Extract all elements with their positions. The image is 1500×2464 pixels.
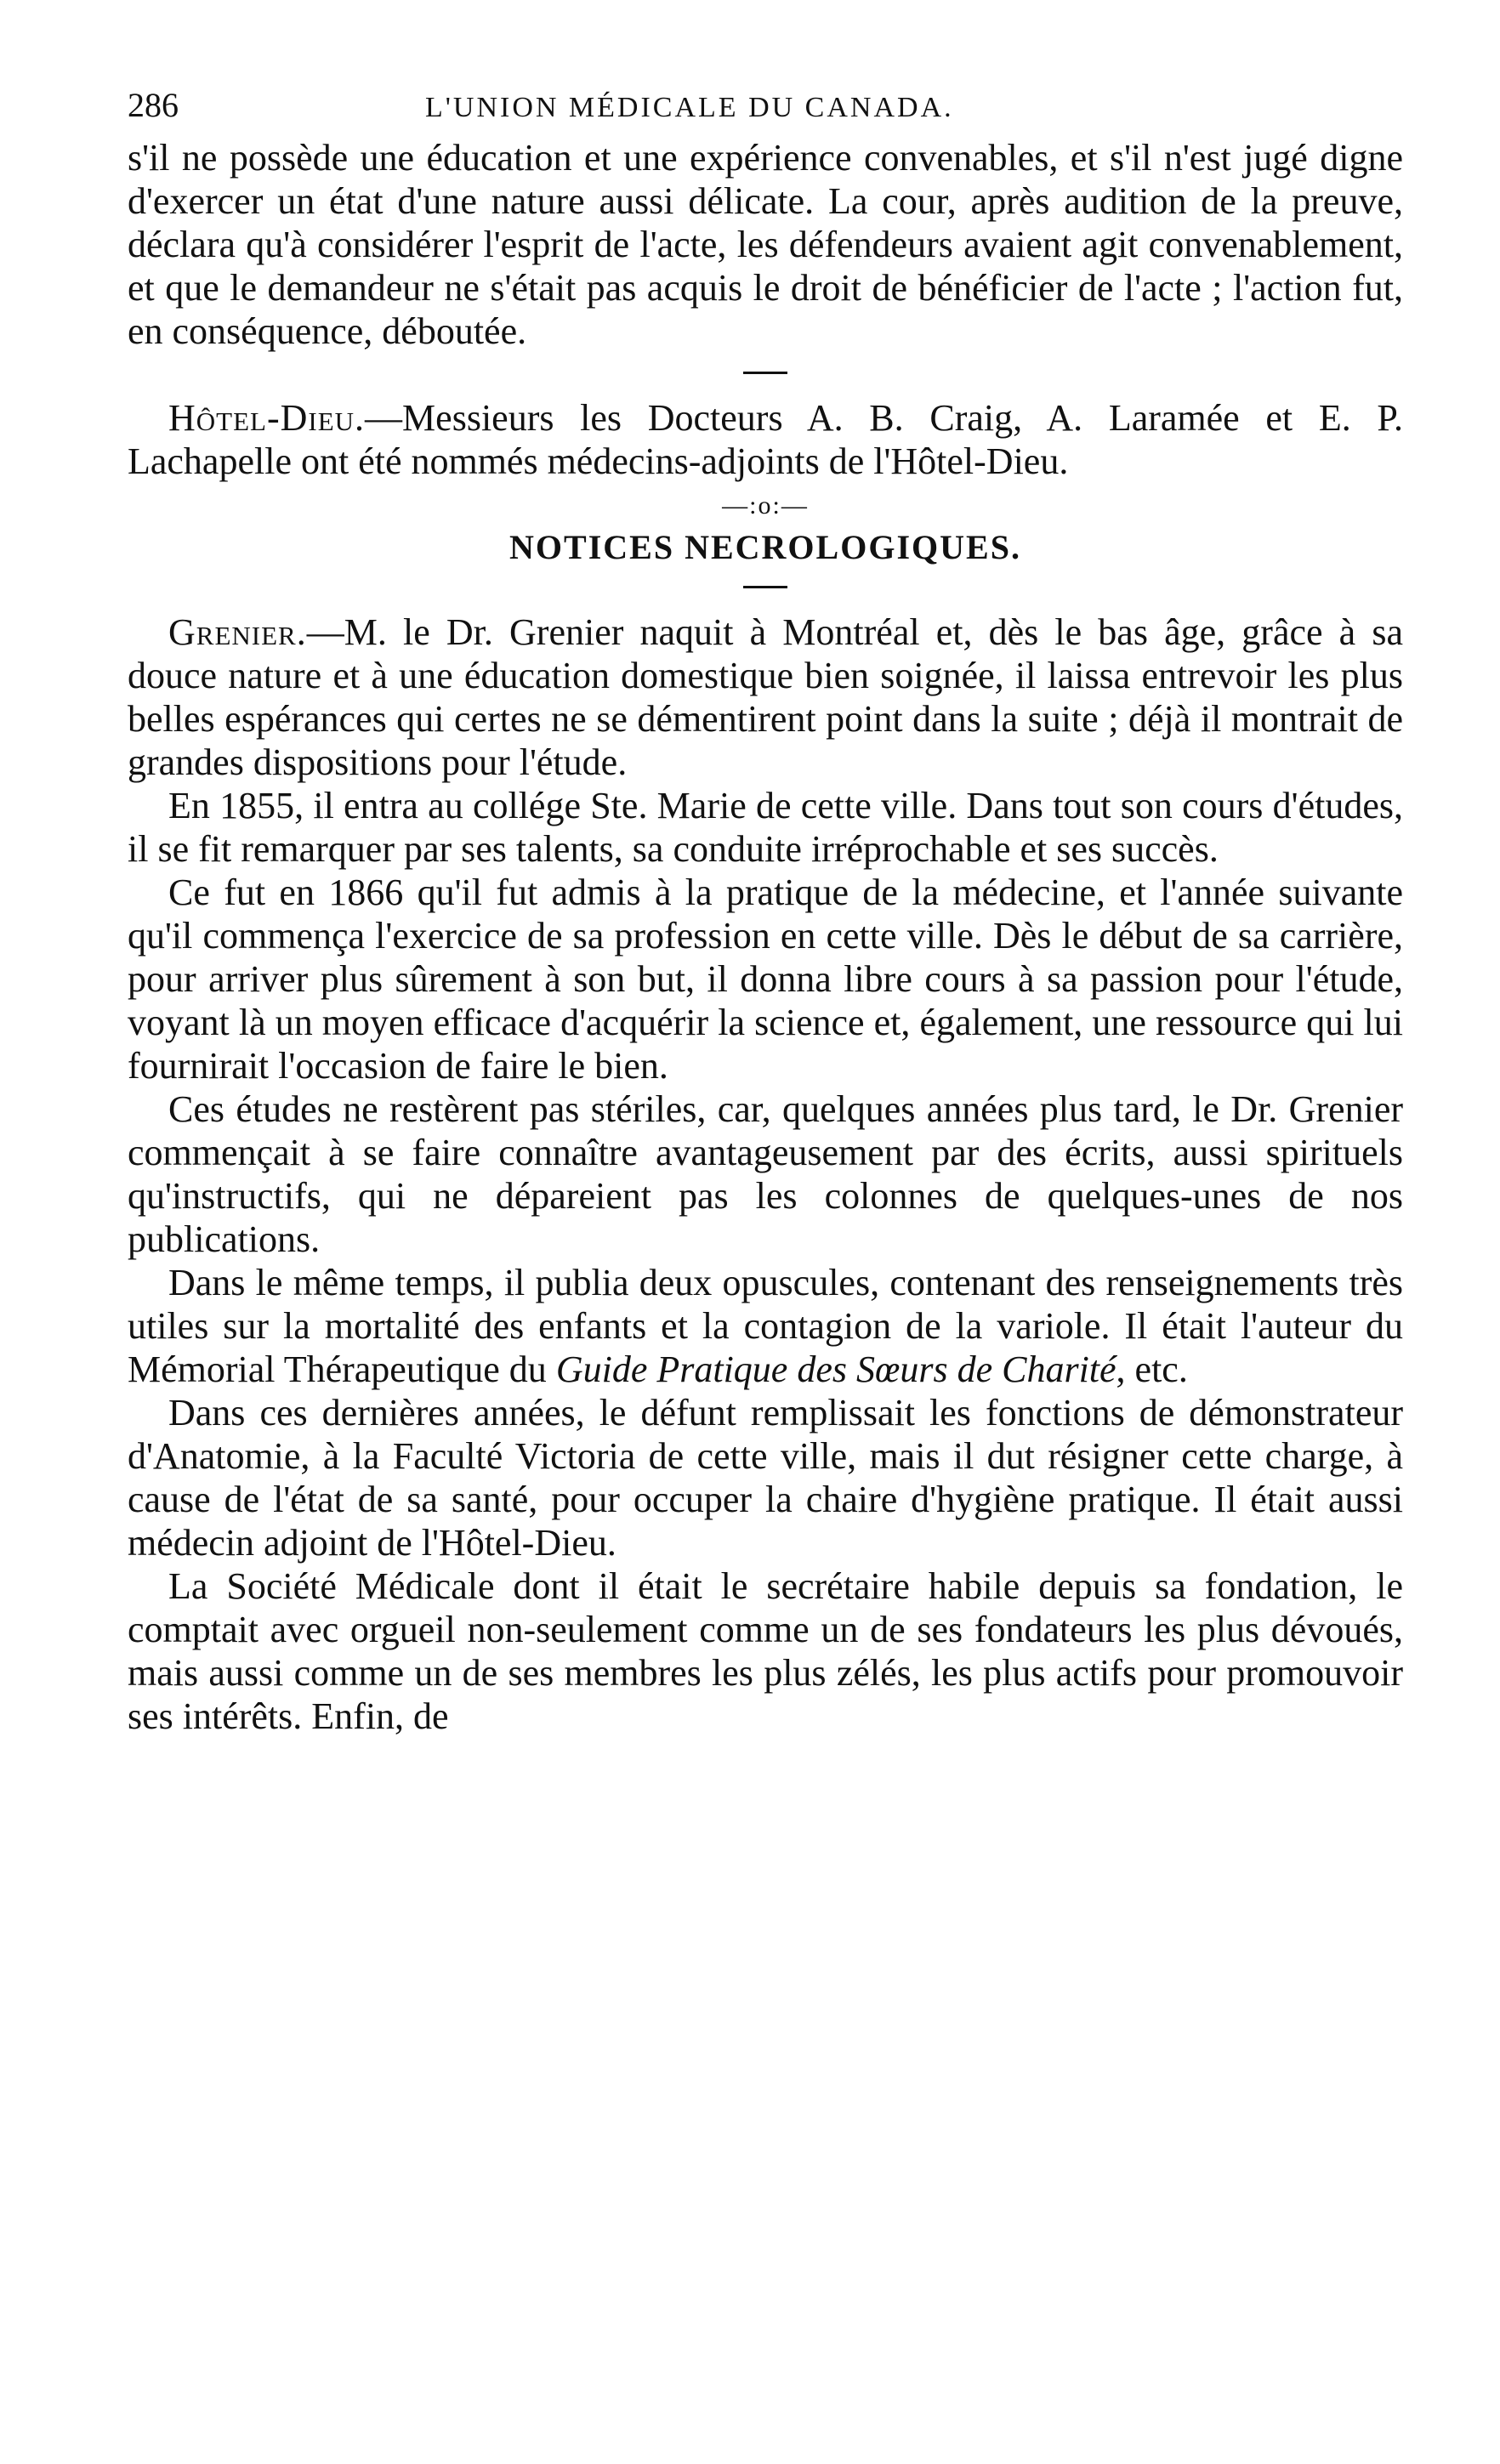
section-heading: NOTICES NECROLOGIQUES. — [509, 528, 1021, 566]
ornament-divider: —:o:— — [722, 491, 809, 519]
notice-paragraph-1 — [128, 610, 1403, 784]
opening-paragraph: s'il ne possède une éducation et une expérience convenables, et s'il n'est jugé digne d'exercer un état d'une nature aussi délicate. La cour, après audition de la preuve, déclara qu'à considérer l'esprit de l'acte, les défendeurs avaient agit convenablement, et que le demandeur ne s'était pas acquis le droit de bénéficier de l'acte ; l'action fut, en conséquence, déboutée. — [128, 137, 1403, 352]
running-head — [128, 85, 1403, 136]
notice-text-5: Dans le même temps, il publia deux opuscules, contenant des renseignements très utiles sur la mortalité des enfants et la contagion de la variole. Il était l'auteur du Mémorial Thérapeutique du — [128, 1262, 1403, 1390]
hotel-dieu-paragraph — [128, 396, 1403, 483]
guide-suffix: , etc. — [1116, 1348, 1188, 1390]
separator-rule — [743, 372, 787, 374]
notice-paragraph-2: En 1855, il entra au collége Ste. Marie de cette ville. Dans tout son cours d'études, il se fit remarquer par ses talents, sa conduite irréprochable et ses succès. — [128, 785, 1403, 870]
notice-lead: Grenier. — [168, 611, 307, 653]
page-number: 286 — [128, 86, 179, 124]
notice-paragraph-7: La Société Médicale dont il était le secrétaire habile depuis sa fondation, le comptait avec orgueil non-seulement comme un de ses fondateurs les plus dévoués, mais aussi comme un de ses membres les plus zélés, les plus actifs pour promouvoir ses intérêts. Enfin, de — [128, 1565, 1403, 1737]
notice-paragraph-4: Ces études ne restèrent pas stériles, car, quelques années plus tard, le Dr. Grenier commençait à se faire connaître avantageusement par des écrits, aussi spirituels qu'instructifs, qui ne dépareient pas les colonnes de quelques-unes de nos publications. — [128, 1088, 1403, 1260]
hotel-dieu-text: —Messieurs les Docteurs A. B. Craig, A. Laramée et E. P. Lachapelle ont été nommés médecins-adjoints de l'Hôtel-Dieu. — [128, 397, 1403, 482]
notice-text-1: —M. le Dr. Grenier naquit à Montréal et, dès le bas âge, grâce à sa douce nature et à une éducation domestique bien soignée, il laissa entrevoir les plus belles espérances qui certes ne se démentirent point dans la suite ; déjà il montrait de grandes dispositions pour l'étude. — [128, 611, 1403, 783]
notice-paragraph-6: Dans ces dernières années, le défunt remplissait les fonctions de démonstrateur d'Anatomie, à la Faculté Victoria de cette ville, mais il dut résigner cette charge, à cause de l'état de sa santé, pour occuper la chaire d'hygiène pratique. Il était aussi médecin adjoint de l'Hôtel-Dieu. — [128, 1392, 1403, 1564]
notice-paragraph-3: Ce fut en 1866 qu'il fut admis à la pratique de la médecine, et l'année suivante qu'il commença l'exercice de sa profession en cette ville. Dès le début de sa carrière, pour arriver plus sûrement à son but, il donna libre cours à sa passion pour l'étude, voyant là un moyen efficace d'acquérir la science et, également, une ressource qui lui fournirait l'occasion de faire le bien. — [128, 871, 1403, 1087]
journal-title: L'UNION MÉDICALE DU CANADA. — [425, 92, 954, 123]
guide-title: Guide Pratique des Sœurs de Charité — [555, 1348, 1116, 1390]
notice-paragraph-5 — [128, 1261, 1403, 1391]
hotel-dieu-lead: Hôtel-Dieu. — [168, 397, 366, 439]
page — [128, 85, 1403, 1738]
heading-rule — [743, 586, 787, 588]
